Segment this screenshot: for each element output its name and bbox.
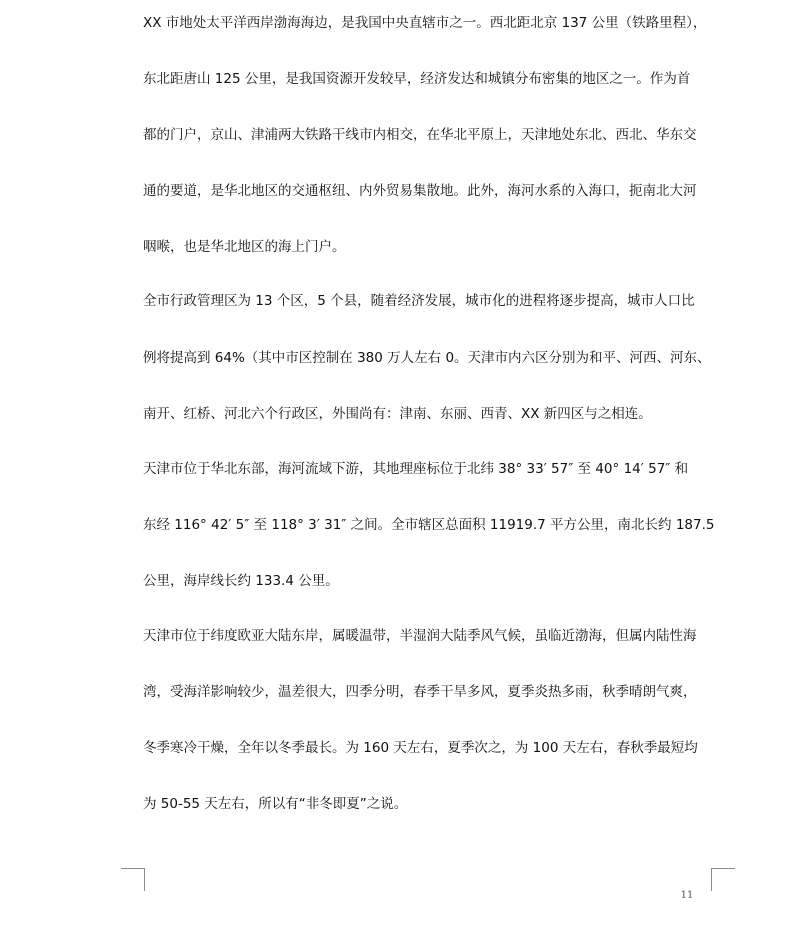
text-line: 东北距唐山 125 公里，是我国资源开发较早，经济发达和城镇分布密集的地区之一。作为首 [143,71,691,87]
text-line: 全市行政管理区为 13 个区，5 个县，随着经济发展，城市化的进程将逐步提高，城市人口比 [143,293,695,309]
text-line: 咽喉，也是华北地区的海上门户。 [143,239,346,255]
text-line: 湾，受海洋影响较少，温差很大，四季分明，春季干旱多风，夏季炎热多雨，秋季晴朗气爽， [143,684,697,700]
page-number: 11 [680,890,694,901]
text-line: 公里，海岸线长约 133.4 公里。 [143,573,339,589]
text-line: 冬季寒冷干燥，全年以冬季最长。为 160 天左右，夏季次之，为 100 天左右，春秋季最短均 [143,740,698,756]
text-line: 天津市位于纬度欧亚大陆东岸，属暖温带，半湿润大陆季风气候，虽临近渤海，但属内陆性海 [143,628,697,644]
page-corner-mark-left [121,868,145,891]
page-corner-mark-right [711,868,735,891]
text-line: 南开、红桥、河北六个行政区，外围尚有：津南、东丽、西青、XX 新四区与之相连。 [143,406,652,422]
text-line: 通的要道，是华北地区的交通枢纽、内外贸易集散地。此外，海河水系的入海口，扼南北大河 [143,183,697,199]
text-line: 为 50-55 天左右，所以有“非冬即夏”之说。 [143,796,408,812]
text-line: 天津市位于华北东部，海河流域下游，其地理座标位于北纬 38° 33′ 57″ 至 40° 14′ 57″ 和 [143,461,689,477]
text-line: 例将提高到 64%（其中市区控制在 380 万人左右 0。天津市内六区分别为和平、河西、河东、 [143,350,711,366]
text-line: 都的门户，京山、津浦两大铁路干线市内相交，在华北平原上，天津地处东北、西北、华东交 [143,127,697,143]
text-line: XX 市地处太平洋西岸渤海海边，是我国中央直辖市之一。西北距北京 137 公里（铁路里程）， [143,15,707,31]
text-line: 东经 116° 42′ 5″ 至 118° 3′ 31″ 之间。全市辖区总面积 11919.7 平方公里，南北长约 187.5 [143,517,715,533]
